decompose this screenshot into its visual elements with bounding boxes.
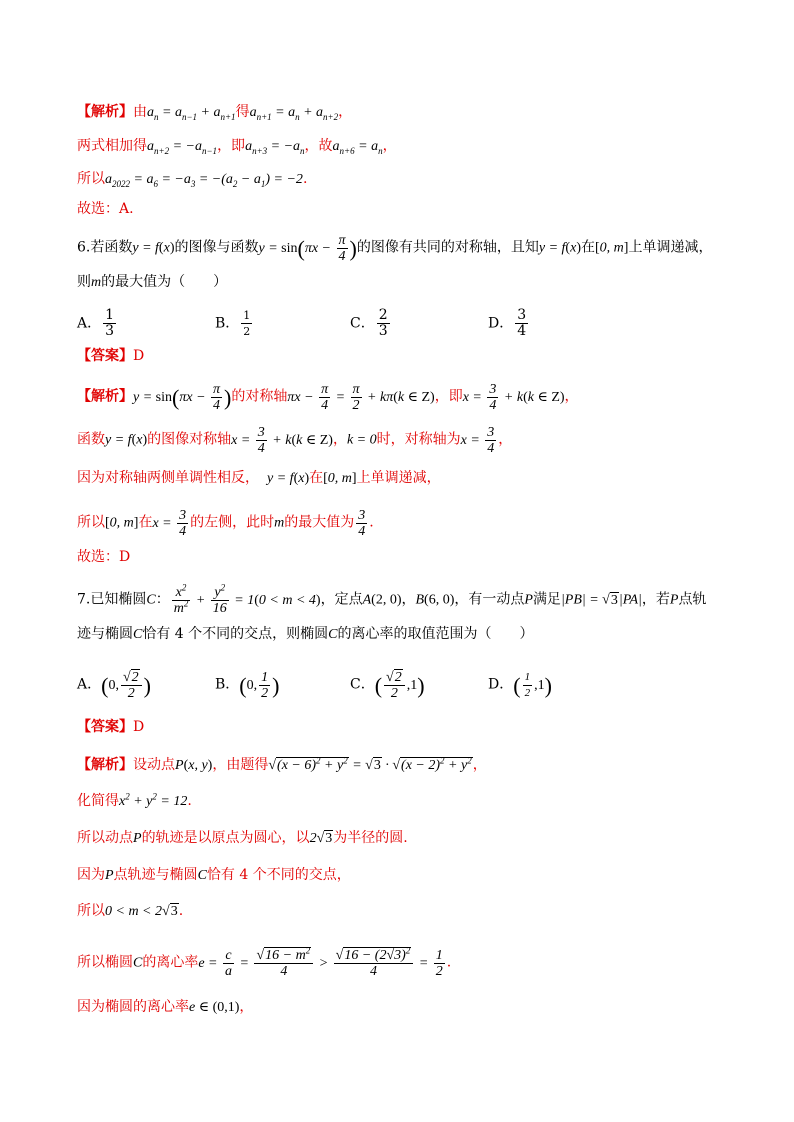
q6-option-a[interactable]: A． $\frac{1}{3}$ — [77, 307, 115, 339]
q6-stem-line-2: 则m的最大值为（ ） — [77, 274, 228, 290]
sol5-line-1: 【解析】由$a_n = a_{n-1} + a_{n+1}$得$a_{n+1} = a_n + a_{n+2}$， — [77, 104, 353, 122]
sol5-choice: 故选：A. — [77, 201, 134, 217]
q6-sol-line-3: 因为对称轴两侧单调性相反， y = f(x)在[0, m]上单调递减， — [77, 470, 441, 486]
sol5-line-2: 两式相加得$a_{n+2} = -a_{n-1}$，即$a_{n+3} = -a_n$，故$a_{n+6} = a_n$， — [77, 138, 397, 156]
q7-sol-line-5: 所以0 < m < 2√3. — [77, 903, 184, 919]
q7-sol-line-3: 所以动点P的轨迹是以原点为圆心，以2√3为半径的圆. — [77, 830, 408, 846]
q7-option-d[interactable]: D．( $\frac{1}{2}$ ,1) — [488, 671, 552, 699]
q6-sol-line-1: 【解析】y = sin(πx − $\frac{\pi}{4}$ )的对称轴πx − $\frac{\pi}{4}$ = $\frac{\pi}{2}$ + kπ(k ∈ Z)，即x = $\frac{3}{4}$ + k(k ∈ Z)， — [77, 382, 579, 413]
q7-sol-line-7: 因为椭圆的离心率e ∈ (0,1)， — [77, 999, 254, 1015]
q6-option-c[interactable]: C． $\frac{2}{3}$ — [350, 307, 388, 339]
q6-option-d[interactable]: D． $\frac{3}{4}$ — [488, 307, 527, 339]
sol5-line-3: 所以$a_{2022} = a_6 = -a_3 = -(a_2 - a_1) = -2$. — [77, 171, 308, 189]
recurrence-formula: $a_n = a_{n-1} + a_{n+1}$ — [147, 105, 236, 122]
q7-sol-line-2: 化简得$x^2 + y^2 = 12$. — [77, 791, 192, 809]
q6-stem-line-1: 6.若函数y = f(x)的图像与函数y = sin(πx − $\frac{\pi}{4}$ )的图像有共同的对称轴，且知y = f(x)在[0, m]上单调递减， — [77, 233, 713, 264]
q7-sol-line-1: 【解析】设动点P(x, y)，由题得$√(x - 6)^2 + y^2 = √3 \cdot √(x - 2)^2 + y^2$， — [77, 755, 487, 773]
q7-sol-line-6: 所以椭圆C的离心率e = $\frac{c}{a}$ = $\frac{√16 - m^2}{4}$ > $\frac{√16 - (2√3)^2}{4}$ = $\frac{1}{2}$ . — [77, 945, 452, 979]
q7-option-a[interactable]: A．(0, $\frac{√2}{2}$ ) — [77, 670, 151, 701]
q7-option-b[interactable]: B．(0, $\frac{1}{2}$ ) — [215, 670, 280, 701]
q7-stem-line-1: 7.已知椭圆C： $\frac{x^2}{m^2}$ + $\frac{y^2}{16}$ = 1(0 < m < 4)，定点A(2, 0)，B(6, 0)，有一动点P满足|PB| = √3|PA|，若P点轨 — [77, 582, 707, 616]
analysis-tag: 【解析】 — [77, 104, 133, 120]
q6-choice: 故选：D — [77, 549, 131, 565]
q7-sol-line-4: 因为P点轨迹与椭圆C恰有 4 个不同的交点， — [77, 867, 351, 883]
q6-option-b[interactable]: B． $\frac{1}{2}$ — [215, 309, 251, 338]
q7-stem-line-2: 迹与椭圆C恰有 4 个不同的交点，则椭圆C的离心率的取值范围为（ ） — [77, 626, 534, 642]
q7-option-c[interactable]: C．( $\frac{√2}{2}$ ,1) — [350, 670, 425, 701]
q6-answer: 【答案】D — [77, 348, 145, 364]
q7-answer: 【答案】D — [77, 719, 145, 735]
q6-sol-line-2: 函数y = f(x)的图像对称轴x = $\frac{3}{4}$ + k(k ∈ Z)，k = 0时，对称轴为x = $\frac{3}{4}$ ， — [77, 425, 513, 456]
q6-sol-line-4: 所以[0, m]在x = $\frac{3}{4}$ 的左侧，此时m的最大值为 $\frac{3}{4}$ . — [77, 508, 374, 539]
